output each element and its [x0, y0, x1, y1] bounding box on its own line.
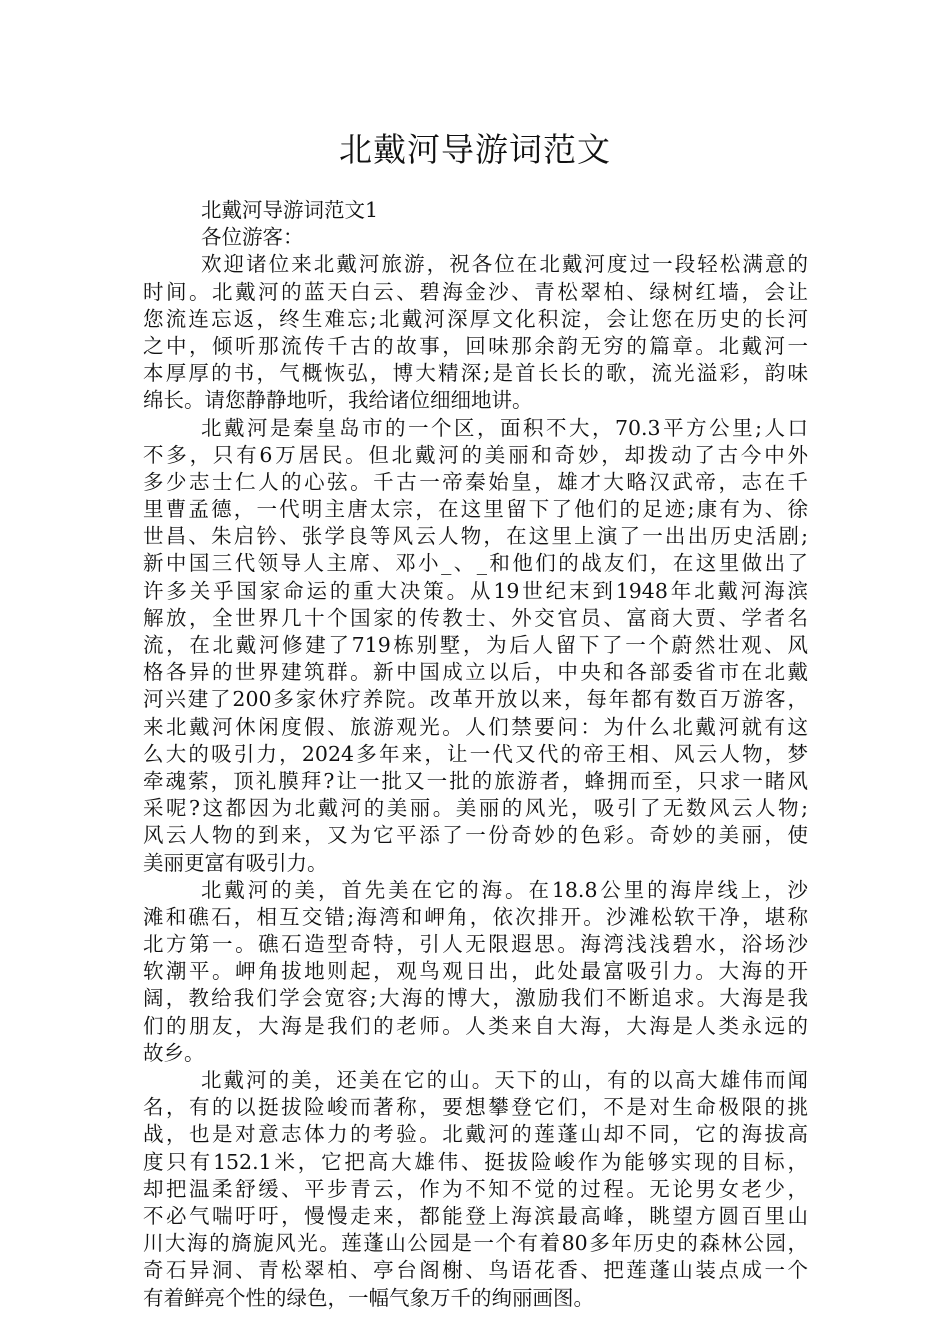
paragraph-line: 牵魂萦，顶礼膜拜?让一批又一批的旅游者，蜂拥而至，只求一睹风: [143, 768, 808, 793]
paragraph-line: 度只有152.1米，它把高大雄伟、挺拔险峻作为能够实现的目标，: [143, 1149, 808, 1174]
paragraph-line: 却把温柔舒缓、平步青云，作为不知不觉的过程。无论男女老少，: [143, 1176, 808, 1201]
paragraph-line: 欢迎诸位来北戴河旅游，祝各位在北戴河度过一段轻松满意的: [201, 252, 808, 277]
paragraph-line: 多少志士仁人的心弦。千古一帝秦始皇，雄才大略汉武帝，志在千: [143, 469, 808, 494]
paragraph-line: 软潮平。岬角拔地则起，观鸟观日出，此处最富吸引力。大海的开: [143, 959, 808, 984]
paragraph-line: 川大海的旖旎风光。莲蓬山公园是一个有着80多年历史的森林公园，: [143, 1231, 808, 1256]
paragraph-line: 美丽更富有吸引力。: [143, 850, 328, 875]
paragraph-line: 阔，教给我们学会宽容;大海的博大，激励我们不断追求。大海是我: [143, 986, 808, 1011]
paragraph-4: [143, 1067, 808, 1312]
paragraph-line: 有着鲜亮个性的绿色，一幅气象万千的绚丽画图。: [143, 1285, 594, 1310]
paragraph-line: 来北戴河休闲度假、旅游观光。人们禁要问：为什么北戴河就有这: [143, 714, 808, 739]
paragraph-line: 流，在北戴河修建了719栋别墅，为后人留下了一个蔚然壮观、风: [143, 633, 808, 657]
document-body: [143, 197, 808, 1312]
paragraph-line: 解放，全世界几十个国家的传教士、外交官员、富商大贾、学者名: [143, 605, 808, 630]
paragraph-line: 不多，只有6万居民。但北戴河的美丽和奇妙，却拨动了古今中外: [143, 442, 808, 467]
paragraph-line: 之中，倾听那流传千古的故事，回味那余韵无穷的篇章。北戴河一: [143, 333, 808, 358]
paragraph-line: 河兴建了200多家休疗养院。改革开放以来，每年都有数百万游客，: [143, 687, 808, 712]
paragraph-line: 新中国三代领导人主席、邓小_、_和他们的战友们，在这里做出了: [143, 551, 808, 576]
paragraph-line: 时间。北戴河的蓝天白云、碧海金沙、青松翠柏、绿树红墙，会让: [143, 279, 808, 304]
paragraph-line: 北戴河是秦皇岛市的一个区，面积不大，70.3平方公里;人口: [201, 415, 808, 440]
paragraph-line: 北戴河的美，首先美在它的海。在18.8公里的海岸线上，沙: [201, 877, 808, 902]
paragraph-line: 名，有的以挺拔险峻而著称，要想攀登它们，不是对生命极限的挑: [143, 1095, 808, 1120]
document-title: 北戴河导游词范文: [339, 130, 611, 169]
paragraph-line: 滩和礁石，相互交错;海湾和岬角，依次排开。沙滩松软干净，堪称: [143, 904, 808, 929]
paragraph-line: 风云人物的到来，又为它平添了一份奇妙的色彩。奇妙的美丽，使: [143, 823, 808, 848]
paragraph-line: 战，也是对意志体力的考验。北戴河的莲蓬山却不同，它的海拔高: [143, 1122, 808, 1147]
paragraph-line: 们的朋友，大海是我们的老师。人类来自大海，大海是人类永远的: [143, 1013, 808, 1038]
paragraph-line: 北戴河的美，还美在它的山。天下的山，有的以高大雄伟而闻: [201, 1068, 808, 1092]
paragraph-line: 世昌、朱启钤、张学良等风云人物，在这里上演了一出出历史活剧;: [143, 524, 808, 549]
document-subtitle: 北戴河导游词范文1: [201, 198, 379, 222]
paragraph-line: 绵长。请您静静地听，我给诸位细细地讲。: [143, 388, 533, 413]
paragraph-line: 格各异的世界建筑群。新中国成立以后，中央和各部委省市在北戴: [143, 660, 808, 685]
paragraph-line: 您流连忘返，终生难忘;北戴河深厚文化积淀，会让您在历史的长河: [143, 306, 808, 331]
paragraph-3: [143, 877, 808, 1067]
paragraph-line: 故乡。: [143, 1040, 205, 1065]
paragraph-line: 么大的吸引力，2024多年来，让一代又代的帝王相、风云人物，梦: [143, 741, 808, 766]
paragraph-line: 本厚厚的书，气概恢弘，博大精深;是首长长的歌，流光溢彩，韵味: [143, 361, 808, 386]
paragraph-1: [143, 251, 808, 414]
paragraph-line: 不必气喘吁吁，慢慢走来，都能登上海滨最高峰，眺望方圆百里山: [143, 1203, 808, 1228]
paragraph-2: [143, 415, 808, 877]
paragraph-line: 奇石异洞、青松翠柏、亭台阁榭、鸟语花香、把莲蓬山装点成一个: [143, 1258, 808, 1283]
paragraph-line: 北方第一。礁石造型奇特，引人无限遐思。海湾浅浅碧水，浴场沙: [143, 932, 808, 957]
paragraph-line: 里曹孟德，一代明主唐太宗，在这里留下了他们的足迹;康有为、徐: [143, 497, 808, 522]
salutation: 各位游客：: [201, 225, 304, 250]
paragraph-line: 采呢?这都因为北戴河的美丽。美丽的风光，吸引了无数风云人物;: [143, 796, 808, 821]
paragraph-line: 许多关乎国家命运的重大决策。从19世纪末到1948年北戴河海滨: [143, 578, 808, 603]
